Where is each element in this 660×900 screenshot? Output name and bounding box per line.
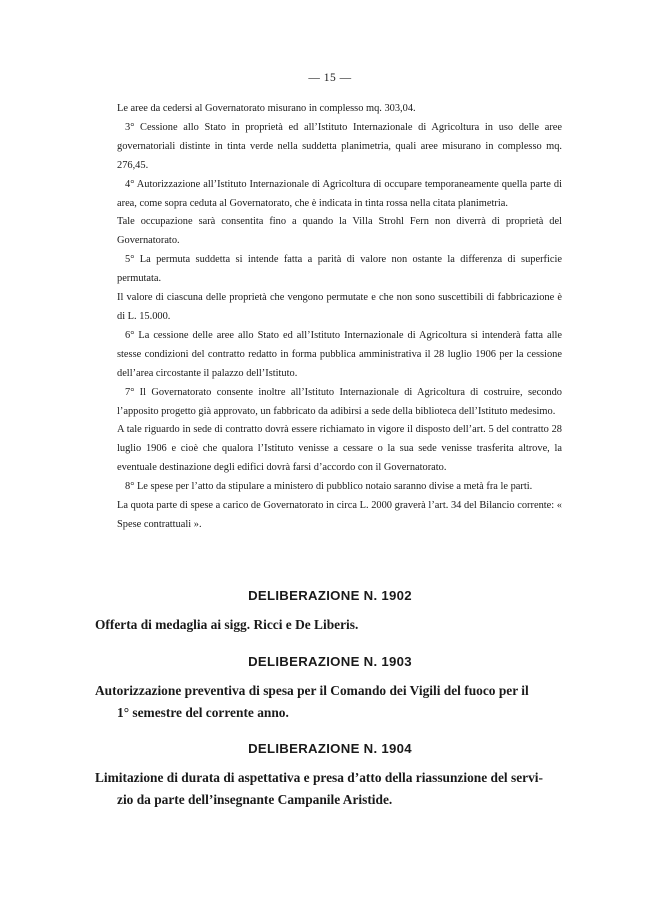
deliberation-heading-1902: DELIBERAZIONE N. 1902 (248, 588, 412, 603)
paragraph: 6° La cessione delle aree allo Stato ed all’Istituto Internazionale di Agricoltura si intenderà fatta alle stesse condizioni del contratto redatto in forma pubblica amministrativa il 28 luglio 1906 per la cessione dell’area circostante il palazzo dell’Istituto. (117, 329, 562, 379)
paragraph: A tale riguardo in sede di contratto dovrà essere richiamato in vigore il disposto dell’art. 5 del contratto 28 luglio 1906 e cioè che qualora l’Istituto venisse a cessare o la sua sede venisse trasferita altrove, la eventuale destinazione degli edifici dovrà farsi d’accordo con il Governatorato. (117, 424, 562, 474)
title-line: Autorizzazione preventiva di spesa per il Comando dei Vigili del fuoco per il (95, 683, 529, 698)
title-line: Limitazione di durata di aspettativa e presa d’atto della riassunzione del servi- (95, 770, 543, 785)
deliberation-title-1902 (95, 614, 563, 636)
title-line: zio da parte dell’insegnante Campanile Aristide. (117, 791, 393, 807)
paragraph: 4° Autorizzazione all’Istituto Internazionale di Agricoltura di occupare temporaneamente quella parte di area, come sopra ceduta al Governatorato, che è indicata in tinta rossa nella citata planimetria. (117, 178, 562, 209)
title-line: 1° semestre del corrente anno. (117, 704, 289, 720)
paragraph: Tale occupazione sarà consentita fino a quando la Villa Strohl Fern non diverrà di proprietà del Governatorato. (117, 216, 562, 247)
paragraph: 7° Il Governatorato consente inoltre all’Istituto Internazionale di Agricoltura di costruire, secondo l’apposito progetto già approvato, un fabbricato da adibirsi a sede della biblioteca dell’Istituto medesimo. (117, 386, 562, 417)
deliberation-heading-1904: DELIBERAZIONE N. 1904 (248, 741, 412, 756)
body-text (117, 100, 562, 535)
deliberation-title-1903 (95, 680, 563, 723)
paragraph: 8° Le spese per l’atto da stipulare a ministero di pubblico notaio saranno divise a metà fra le parti. (125, 481, 533, 493)
deliberation-heading-1903: DELIBERAZIONE N. 1903 (248, 654, 412, 669)
paragraph: 3° Cessione allo Stato in proprietà ed all’Istituto Internazionale di Agricoltura in uso delle aree governatoriali distinte in tinta verde nella suddetta planimetria, quali aree misurano in complesso mq. 276,45. (117, 121, 562, 171)
paragraph: 5° La permuta suddetta si intende fatta a parità di valore non ostante la differenza di superficie permutata. (117, 254, 562, 285)
paragraph: Le aree da cedersi al Governatorato misurano in complesso mq. 303,04. (117, 103, 416, 114)
paragraph: La quota parte di spese a carico de Governatorato in circa L. 2000 graverà l’art. 34 del Bilancio corrente: « Spese contrattuali ». (117, 500, 562, 530)
paragraph: Il valore di ciascuna delle proprietà che vengono permutate e che non sono suscettibili di fabbricazione è di L. 15.000. (117, 292, 562, 322)
title-line: Offerta di medaglia ai sigg. Ricci e De Liberis. (95, 617, 359, 632)
page-number: — 15 — (308, 72, 352, 84)
deliberation-title-1904 (95, 767, 563, 810)
